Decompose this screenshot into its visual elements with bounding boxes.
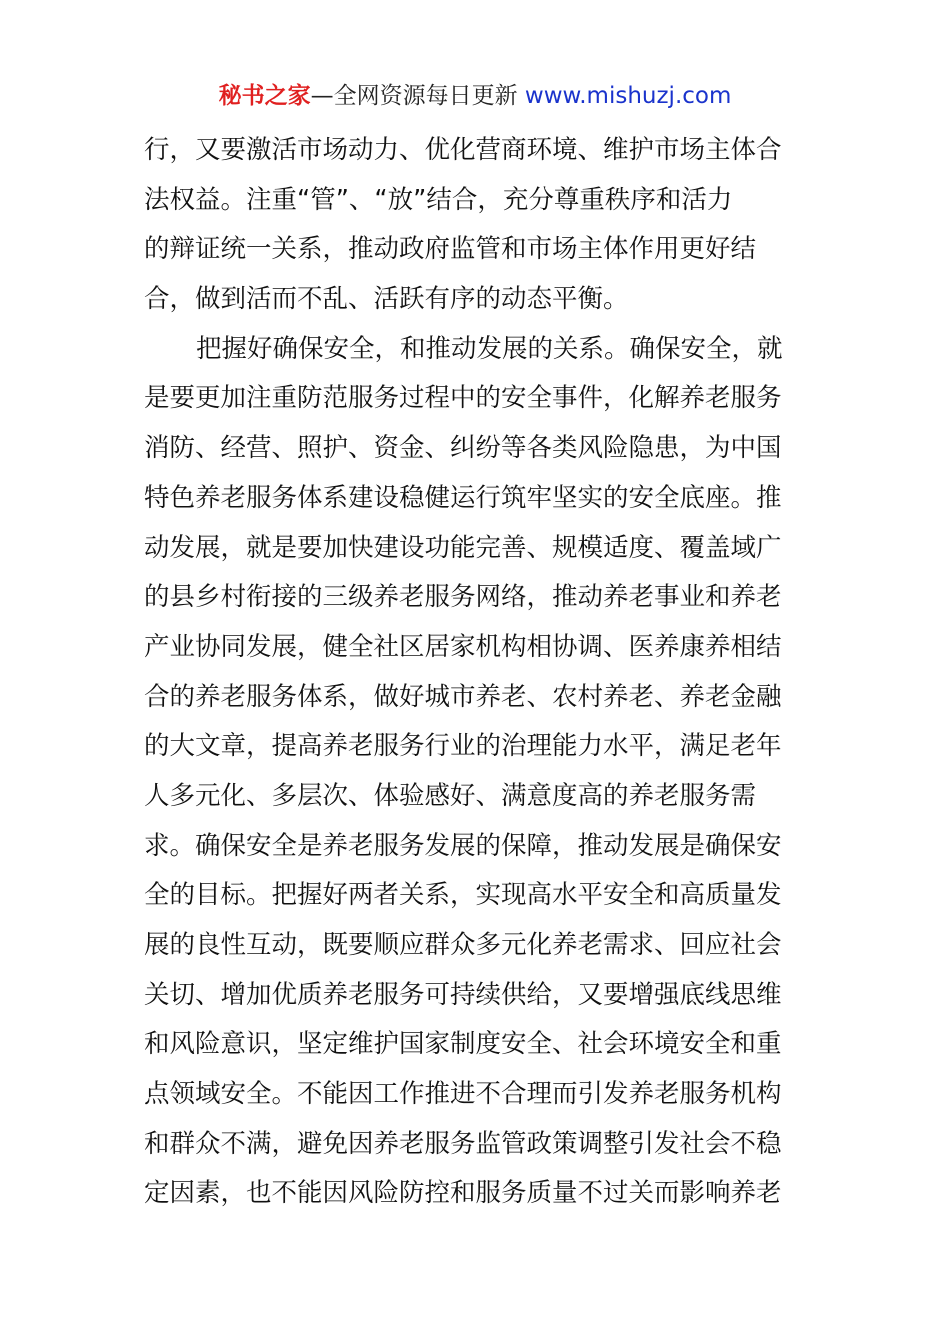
text-line: 合的养老服务体系，做好城市养老、农村养老、养老金融 [144,681,782,712]
text-line: 合，做到活而不乱、活跃有序的动态平衡。 [144,284,629,315]
text-line: 人多元化、多层次、体验感好、满意度高的养老服务需 [144,780,757,811]
text-line: 求。确保安全是养老服务发展的保障，推动发展是确保安 [144,830,782,861]
header-slogan: —全网资源每日更新 [310,83,518,109]
text-line: 的大文章，提高养老服务行业的治理能力水平，满足老年 [144,731,782,762]
website-link[interactable]: www.mishuzj.com [524,83,732,109]
text-line: 行，又要激活市场动力、优化营商环境、维护市场主体合 [144,135,782,165]
text-line: 特色养老服务体系建设稳健运行筑牢坚实的安全底座。推 [144,482,782,513]
text-line: 和群众不满，避免因养老服务监管政策调整引发社会不稳 [144,1128,782,1159]
document-body [144,126,810,1219]
text-line: 和风险意识，坚定维护国家制度安全、社会环境安全和重 [144,1029,782,1060]
text-line: 的县乡村衔接的三级养老服务网络，推动养老事业和养老 [144,582,782,613]
paragraph-first-line: 把握好确保安全，和推动发展的关系。确保安全，就 [196,333,783,364]
text-line: 关切、增加优质养老服务可持续供给，又要增强底线思维 [144,979,782,1010]
text-line: 法权益。注重“管”、“放”结合，充分尊重秩序和活力 [144,184,733,215]
text-line: 动发展，就是要加快建设功能完善、规模适度、覆盖域广 [144,532,782,563]
text-line: 产业协同发展，健全社区居家机构相协调、医养康养相结 [144,631,782,662]
brand-name: 秘书之家 [218,83,311,109]
text-line: 的辩证统一关系，推动政府监管和市场主体作用更好结 [144,234,757,265]
text-line: 是要更加注重防范服务过程中的安全事件，化解养老服务 [144,383,782,414]
text-line: 展的良性互动，既要顺应群众多元化养老需求、回应社会 [144,930,782,960]
page-header [0,80,950,112]
text-line: 全的目标。把握好两者关系，实现高水平安全和高质量发 [144,880,782,911]
text-line: 消防、经营、照护、资金、纠纷等各类风险隐患，为中国 [144,433,782,464]
text-line: 点领域安全。不能因工作推进不合理而引发养老服务机构 [144,1079,782,1110]
text-line: 定因素，也不能因风险防控和服务质量不过关而影响养老 [144,1178,782,1209]
